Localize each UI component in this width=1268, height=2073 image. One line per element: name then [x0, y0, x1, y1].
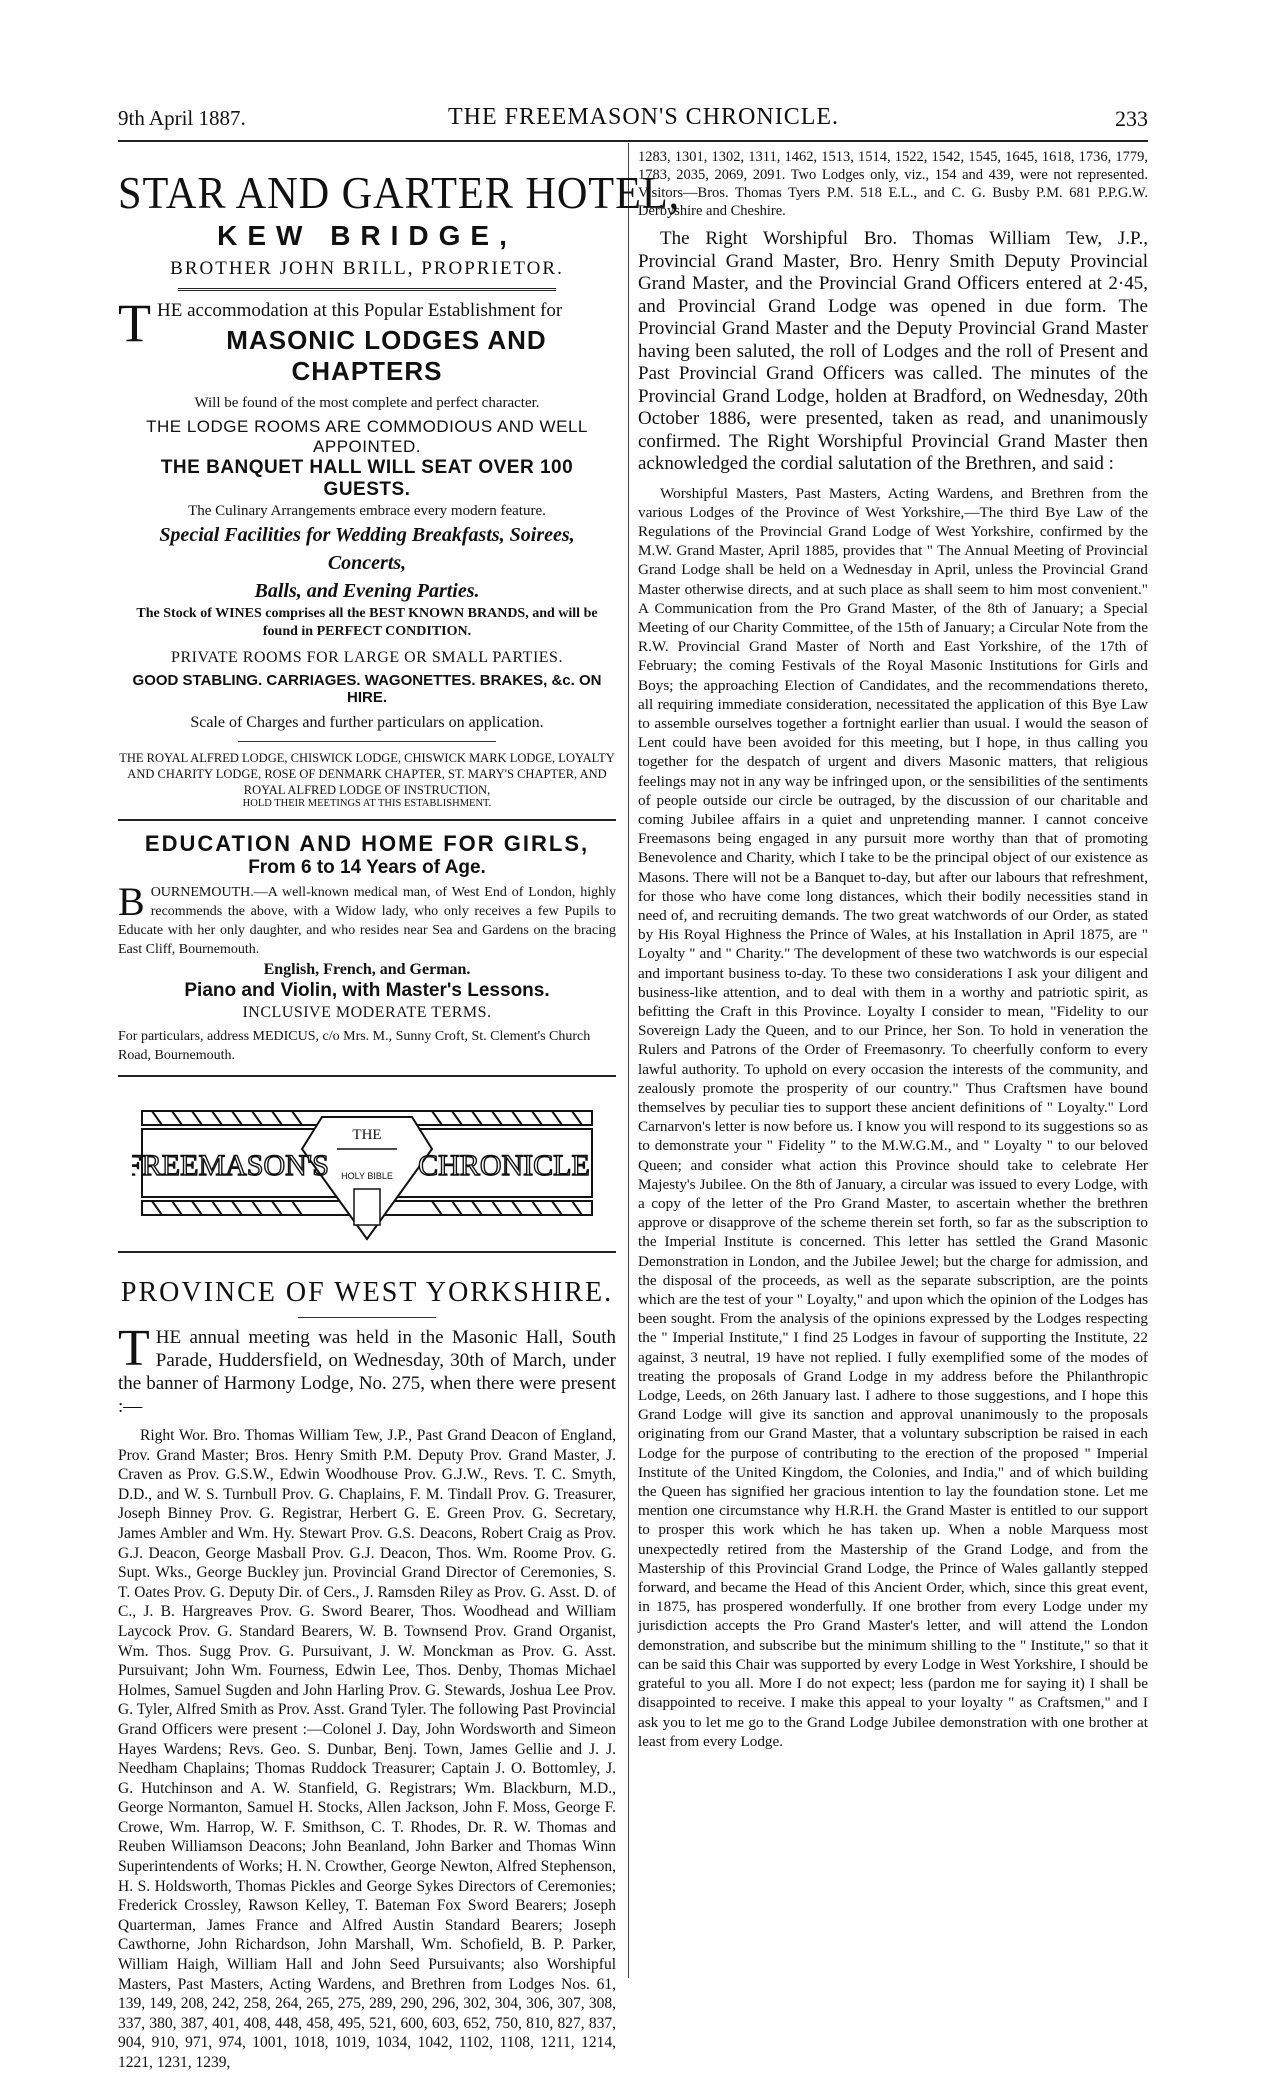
stabling-text: GOOD STABLING. CARRIAGES. WAGONETTES. BRAKES, &c. ON HIRE. [132, 672, 602, 706]
balls-text: Balls, and Evening Parties. [254, 580, 480, 602]
accommodation-line: HE accommodation at this Popular Establishment for [157, 300, 563, 321]
logo-left-text: FREEMASON'S [132, 1149, 329, 1182]
lodge-rooms-text: THE LODGE ROOMS ARE COMMODIOUS AND WELL APPOINTED. [146, 417, 588, 456]
culinary-text: The Culinary Arrangements embrace every modern feature. [188, 503, 546, 519]
logo-center-text: HOLY BIBLE [341, 1171, 393, 1181]
wines-text: The Stock of WINES comprises all the BEST KNOWN BRANDS, and will be found in PERFECT CONDITION. [136, 606, 598, 639]
article-intro: T HE annual meeting was held in the Masonic Hall, South Parade, Huddersfield, on Wednesday, 30th of March, under the banner of Harmony Lodge, No. 275, when there were present :— [118, 1320, 616, 1417]
right-column [638, 148, 1148, 1751]
scale-text: Scale of Charges and further particulars on application. [190, 714, 544, 731]
province-article [118, 1277, 616, 2073]
education-title: EDUCATION AND HOME FOR GIRLS, [144, 831, 590, 856]
facilities-text: Special Facilities for Wedding Breakfasts, Soirees, Concerts, [159, 524, 575, 574]
divider [178, 288, 556, 291]
found-text: Will be found of the most complete and perfect character. [194, 395, 540, 411]
divider [238, 741, 496, 742]
divider [298, 1317, 436, 1318]
masonic-heading: MASONIC LODGES AND CHAPTERS [226, 325, 547, 386]
banquet-text: THE BANQUET HALL WILL SEAT OVER 100 GUESTS. [160, 457, 574, 500]
education-particulars: For particulars, address MEDICUS, c/o Mrs. M., Sunny Croft, St. Clement's Church Road, Bournemouth. [118, 1029, 591, 1063]
article-title: PROVINCE OF WEST YORKSHIRE. [120, 1277, 614, 1308]
hotel-name: STAR AND GARTER HOTEL, [118, 167, 681, 218]
logo-right-text: CHRONICLE [418, 1149, 590, 1182]
divider [118, 819, 616, 821]
provincial-address: Worshipful Masters, Past Masters, Acting Wardens, and Brethren from the various Lodges of the Province of West Yorkshire,—The third Bye Law of the Regulations of the Provincial Grand Lodge of West Yorkshire, confirmed by the M.W. Grand Master, April 1885, provides that " The Annual Meeting of Provincial Grand Lodge shall be held on a Wednesday in April, unless the Provincial Grand Master otherwise directs, and at such place as shall seem to him most convenient." A Communication from the Pro Grand Master, of the 8th of January; a Special Meeting of our Charity Committee, of the 15th of January; a Circular Note from the R.W. Provincial Grand Master of North and East Yorkshire, of the 17th of February; the coming Festivals of the Royal Masonic Institutions for Girls and Boys; the approaching Election of Candidates, and the recommendations thereto, all requiring immediate consideration, necessitated the application of this Bye Law to assemble ourselves together a fortnight earlier than usual. I would the season of Lent could have been avoided for this meeting, but I hope, in thus calling you together for the despatch of urgent and divers Masonic matters, that religious feelings may not in any way be infringed upon, or the sensibilities of the sentiments of people outside our circle be outraged, by the discussion of our charitable and coming Jubilee affairs in a quiet and unpretending manner. I cannot conceive Freemasons being engaged in any pursuit more worthy than that of promoting Benevolence and Charity, which I take to be the principal object of our existence as Masons. There will not be a Banquet to-day, but after our labours that refreshment, for those who have come long distances, which their bodily necessities stand in need of, and recruiting demands. The two great watchwords of our Order, as stated by His Royal Highness the Prince of Wales, at his Installation in April 1875, are " Loyalty " and " Charity." The development of these two watchwords is our especial and important business to-day. To these two considerations I ask your diligent and business-like attention, and to deal with them in a worthy and patriotic spirit, as befitting the Craft in this Province. Loyalty I consider to mean, "Fidelity to our Sovereign Lady the Queen, and to our Prince, her Son. To hold in veneration the Rulers and Patrons of the Order of Freemasonry. To cheerfully conform to every lawful authority. To uphold on every occasion the interests of the community, and zealously promote the prosperity of our country." Thus Craftsmen have bound themselves by peculiar ties to support these ancient definitions of " Loyalty." Lord Carnarvon's letter is now before us. I know you will respond to its suggestions so as to demonstrate your " Fidelity " to the M.W.G.M., and " Loyalty " to our beloved Queen; and consider what action this Province should take to celebrate Her Majesty's Jubilee. On the 8th of January, a circular was issued to every Lodge, with a copy of the letter of the Pro Grand Master, to ascertain whether the brethren approve or disapprove of the scheme therein set forth, so far as the subscription to the Imperial Institute is concerned. This letter has settled the Grand Masonic Demonstration in London, and the Jubilee Jewel; but the charge for admission, and the disposal of the proceeds, as well as the separate subscription, are the points which are the test of your " Loyalty," and upon which the opinion of the Lodges has been sought. From the analysis of the opinions expressed by the Lodges respecting the " Imperial Institute," I find 25 Lodges in favour of supporting the Institute, 22 against, 3 neutral, 19 have not replied. I fully exemplified some of the modes of treating the proposals of Grand Lodge in my address before the Philanthropic Lodge, Leeds, on 26th January last. I adhere to those suggestions, and I hope this Grand Lodge will give its sanction and approval unanimously to the proposals originating from our Grand Master, that a voluntary subscription be raised in each Lodge for the purpose of contributing to the erection of the proposed " Imperial Institute of the United Kingdom, the Colonies, and India," and of which building the Queen has signified her gracious intention to lay the foundation stone. Let me mention one circumstance why H.R.H. the Grand Master is entitled to our support to prosper this work which he has taken up. When a noble Marquess most unexpectedly retired from the Mastership of the Grand Lodge, and from the Mastership of this Provincial Grand Lodge, the Prince of Wales gallantly stepped forward, and became the Head of this Ancient Order, which, since this great event, in 1875, has prospered wonderfully. If one brother from every Lodge under my jurisdiction accepts the Pro Grand Master's letter, and will attend the London demonstration, and subscribe but the minimum shilling to the " Institute," so that it can be said this Chair was supported by every Lodge in West Yorkshire, I should be grateful to you all. More I do not expect; less (pardon me for saying it) I shall be disappointed to receive. I make this appeal to your loyalty " as Craftsmen," and I ask you to let me go to the Grand Lodge Jubilee demonstration with one brother at least from every Lodge. [638, 484, 1148, 1750]
education-advertisement [118, 831, 616, 1065]
column-divider [628, 143, 629, 1978]
education-piano: Piano and Violin, with Master's Lessons. [184, 980, 550, 1001]
journal-title: THE FREEMASON'S CHRONICLE. [448, 104, 840, 130]
hotel-advertisement [118, 167, 681, 809]
lodges-text: THE ROYAL ALFRED LODGE, CHISWICK LODGE, CHISWICK MARK LODGE, LOYALTY AND CHARITY LODGE, ROSE OF DENMARK CHAPTER, ST. MARY'S CHAPTER, AND ROYAL ALFRED LODGE OF INSTRUCTION, [119, 751, 615, 797]
issue-date: 9th April 1887. [118, 106, 246, 130]
page-header [118, 104, 1148, 132]
accommodation-text [118, 293, 616, 353]
chronicle-logo-image [132, 1089, 602, 1249]
article-attendees: Right Wor. Bro. Thomas William Tew, J.P., Past Grand Deacon of England, Prov. Grand Master; Bros. Henry Smith P.M. Deputy Prov. Grand Master, J. Craven as Prov. G.S.W., Edwin Woodhouse Prov. G.J.W., Revs. T. C. Smyth, D.D., and W. S. Turnbull Prov. G. Chaplains, F. M. Tindall Prov. G. Treasurer, Joseph Binney Prov. G. Registrar, Herbert G. E. Green Prov. G. Secretary, James Ambler and Wm. Hy. Stewart Prov. G.S. Deacons, Robert Craig as Prov. G.J. Deacon, George Masball Prov. G.J. Deacon, Thos. Wm. Roome Prov. G. Supt. Wks., George Buckley jun. Provincial Grand Director of Ceremonies, S. T. Oates Prov. G. Deputy Dir. of Cers., J. Ramsden Riley as Prov. G. Asst. D. of C., J. B. Hargreaves Prov. G. Sword Bearer, Thos. Woodhead and William Laycock Prov. G. Standard Bearers, W. B. Townsend Prov. Grand Organist, Wm. Thos. Sugg Prov. G. Pursuivant, J. W. Monckman as Prov. G. Asst. Pursuivant; John Wm. Fourness, Edwin Lee, Thos. Denby, Thomas Michael Holmes, Samuel Sugden and John Harling Prov. G. Stewards, Joshua Lee Prov. G. Tyler, Alfred Smith as Prov. Asst. Grand Tyler. The following Past Provincial Grand Officers were present :—Colonel J. Day, John Wordsworth and Simeon Hayes Wardens; Revs. Geo. S. Dunbar, Benj. Town, James Gellie and J. J. Needham Chaplains; Thomas Ruddock Treasurer; Captain J. O. Bottomley, J. G. Hutchinson and A. W. Stanfield, G. Registrars; Wm. Blackburn, M.D., George Normanton, Samuel H. Stocks, Allen Jackson, John F. Moss, George F. Crowe, Wm. Harrop, W. F. Smithson, C. T. Rhodes, Dr. R. W. Thomas and Reuben Williamson Deacons; John Beanland, John Barker and Thomas Winn Superintendents of Works; H. N. Crowther, George Newton, Alfred Stephenson, H. S. Holdsworth, Thomas Pickles and George Sykes Directors of Ceremonies; Frederick Crossley, Rawson Kelley, T. Bateman Fox Sword Bearers; Joseph Quarterman, James France and Alfred Austin Standard Bearers; Joseph Cawthorne, John Richardson, John Marshall, Wm. Schofield, B. P. Parker, William Haigh, William Hall and John Seed Pursuivants; also Worshipful Masters, Past Masters, Acting Wardens, and Brethren from Lodges Nos. 61, 139, 149, 208, 242, 258, 264, 265, 275, 289, 290, 296, 302, 304, 306, 307, 308, 337, 380, 387, 401, 408, 448, 458, 495, 521, 600, 603, 652, 750, 810, 827, 837, 904, 910, 971, 974, 1001, 1018, 1019, 1034, 1042, 1102, 1108, 1211, 1214, 1221, 1231, 1239, [118, 1427, 616, 2071]
drop-cap: T [118, 293, 151, 353]
divider [118, 1251, 616, 1253]
lodges-hold-text: HOLD THEIR MEETINGS AT THIS ESTABLISHMENT. [242, 798, 492, 809]
meeting-opening: The Right Worshipful Bro. Thomas William Tew, J.P., Provincial Grand Master, Bro. Henry Smith Deputy Provincial Grand Master, and the Provincial Grand Officers entered at 2·45, and Provincial Grand Lodge was opened in due form. The Provincial Grand Master and the Deputy Provincial Grand Master having been saluted, the roll of Lodges and the roll of Present and Past Provincial Grand Officers was called. The minutes of the Provincial Grand Lodge, holden at Bradford, on Wednesday, 20th October 1886, were presented, taken as read, and unanimously confirmed. The Right Worshipful Provincial Grand Master then acknowledged the cordial salutation of the Brethren, and said : [638, 228, 1148, 474]
lodges-continuation: 1283, 1301, 1302, 1311, 1462, 1513, 1514, 1522, 1542, 1545, 1645, 1618, 1736, 1779, 1783, 2035, 2069, 2091. Two Lodges only, viz., 154 and 439, were not represented. Visitors—Bros. Thomas Tyers P.M. 518 E.L., and C. G. Busby P.M. 681 P.P.G.W. Derbyshire and Cheshire. [638, 149, 1148, 219]
logo-the-text: THE [352, 1127, 382, 1143]
page-number: 233 [1115, 106, 1148, 131]
chronicle-logo [132, 1089, 602, 1249]
left-column [118, 148, 681, 2073]
education-languages: English, French, and German. [263, 961, 471, 978]
header-rule [118, 140, 1148, 142]
drop-cap: B [118, 879, 145, 924]
hotel-location: KEW BRIDGE, [217, 220, 517, 251]
education-body: B OURNEMOUTH.—A well-known medical man, of West End of London, highly recommends the above, with a Widow lady, who only receives a few Pupils to Educate with her only daughter, and who resides near Sea and Gardens on the bracing East Cliff, Bournemouth. [118, 879, 616, 957]
hotel-proprietor: BROTHER JOHN BRILL, PROPRIETOR. [170, 258, 564, 279]
education-years: From 6 to 14 Years of Age. [248, 857, 486, 878]
divider [118, 1075, 616, 1077]
education-terms: INCLUSIVE MODERATE TERMS. [242, 1004, 492, 1021]
drop-cap: T [118, 1320, 150, 1377]
private-rooms-text: PRIVATE ROOMS FOR LARGE OR SMALL PARTIES. [171, 649, 563, 666]
